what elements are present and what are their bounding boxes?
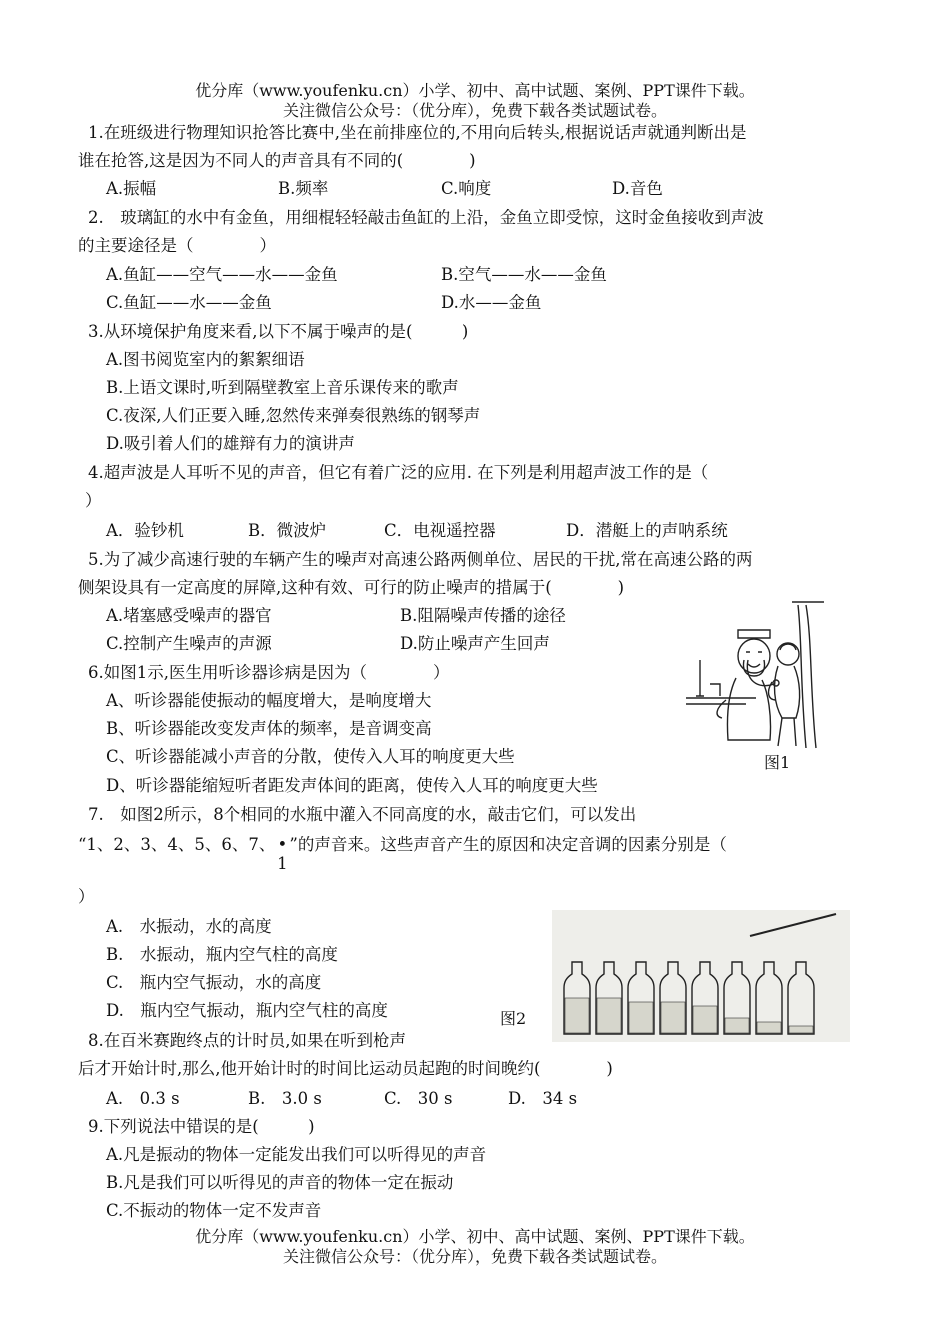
question-8-option-a: A. 0.3 s bbox=[106, 1089, 180, 1108]
question-4-option-d: D．潜艇上的声呐系统 bbox=[566, 521, 728, 540]
header-line-1: 优分库（www.youfenku.cn）小学、初中、高中试题、案例、PPT课件下载。 bbox=[195, 81, 755, 100]
question-3-option-d: D.吸引着人们的雄辩有力的演讲声 bbox=[106, 434, 355, 453]
question-7-option-d: D. 瓶内空气振动，瓶内空气柱的高度 bbox=[106, 1001, 388, 1020]
question-7-option-a: A. 水振动，水的高度 bbox=[106, 917, 272, 936]
question-1-option-b: B.频率 bbox=[278, 179, 329, 198]
question-9-option-a: A.凡是振动的物体一定能发出我们可以听得见的声音 bbox=[106, 1145, 487, 1164]
question-5-text-cont: 侧架设具有一定高度的屏障,这种有效、可行的防止噪声的措属于( ) bbox=[78, 578, 625, 597]
question-7-option-c: C. 瓶内空气振动，水的高度 bbox=[106, 973, 322, 992]
question-1-option-a: A.振幅 bbox=[106, 179, 157, 198]
question-7-notes-start: “1、2、3、4、5、6、7、 bbox=[78, 835, 276, 854]
question-8-option-d: D. 34 s bbox=[508, 1089, 578, 1108]
question-8-option-c: C. 30 s bbox=[384, 1089, 453, 1108]
figure-1-doctor-illustration bbox=[686, 600, 826, 750]
question-2-option-d: D.水——金鱼 bbox=[441, 293, 542, 312]
question-4-text: 4.超声波是人耳听不见的声音，但它有着广泛的应用. 在下列是利用超声波工作的是（ bbox=[88, 463, 709, 482]
question-2-text: 2. 玻璃缸的水中有金鱼，用细棍轻轻敲击鱼缸的上沿，金鱼立即受惊，这时金鱼接收到声波 bbox=[88, 208, 764, 227]
header-line-2: 关注微信公众号：（优分库），免费下载各类试题试卷。 bbox=[282, 101, 667, 120]
question-5-text: 5.为了减少高速行驶的车辆产生的噪声对高速公路两侧单位、居民的干扰,常在高速公路的两 bbox=[88, 550, 753, 569]
question-3-option-c: C.夜深,人们正要入睡,忽然传来弹奏很熟练的钢琴声 bbox=[106, 406, 481, 425]
question-7-text-cont bbox=[78, 834, 727, 873]
question-6-text: 6.如图1示,医生用听诊器诊病是因为（ ） bbox=[88, 663, 450, 682]
question-6-option-d: D、听诊器能缩短听者距发声体间的距离，使传入人耳的响度更大些 bbox=[106, 776, 598, 795]
footer-line-1: 优分库（www.youfenku.cn）小学、初中、高中试题、案例、PPT课件下载。 bbox=[195, 1227, 755, 1246]
question-8-text-cont: 后才开始计时,那么,他开始计时的时间比运动员起跑的时间晚约( ) bbox=[78, 1059, 613, 1078]
figure-1-label: 图1 bbox=[764, 753, 791, 772]
question-4-text-cont: ） bbox=[85, 491, 102, 510]
question-3-option-a: A.图书阅览室内的絮絮细语 bbox=[106, 350, 305, 369]
figure-2-bottles-illustration bbox=[552, 910, 850, 1042]
question-1-option-d: D.音色 bbox=[612, 179, 663, 198]
question-4-option-b: B．微波炉 bbox=[248, 521, 327, 540]
question-3-option-b: B.上语文课时,听到隔壁教室上音乐课传来的歌声 bbox=[106, 378, 459, 397]
question-7-note-dot: • bbox=[277, 835, 288, 854]
question-6-option-b: B、听诊器能改变发声体的频率，是音调变高 bbox=[106, 719, 432, 738]
question-8-option-b: B. 3.0 s bbox=[248, 1089, 322, 1108]
question-6-option-a: A、听诊器能使振动的幅度增大，是响度增大 bbox=[106, 691, 432, 710]
question-1-text-cont: 谁在抢答,这是因为不同人的声音具有不同的( ) bbox=[78, 151, 476, 170]
question-2-option-a: A.鱼缸——空气——水——金鱼 bbox=[106, 265, 338, 284]
question-4-option-a: A．验钞机 bbox=[106, 521, 184, 540]
question-1-text: 1.在班级进行物理知识抢答比赛中,坐在前排座位的,不用向后转头,根据说话声就通判断出是 bbox=[88, 123, 747, 142]
question-7-text: 7. 如图2所示，8个相同的水瓶中灌入不同高度的水，敲击它们，可以发出 bbox=[88, 805, 637, 824]
question-6-option-c: C、听诊器能减小声音的分散，使传入人耳的响度更大些 bbox=[106, 747, 515, 766]
question-9-option-b: B.凡是我们可以听得见的声音的物体一定在振动 bbox=[106, 1173, 454, 1192]
question-7-low-note bbox=[275, 834, 289, 873]
question-7-note-one: 1 bbox=[277, 854, 288, 873]
question-9-option-c: C.不振动的物体一定不发声音 bbox=[106, 1201, 322, 1220]
question-7-text-end: ） bbox=[78, 887, 95, 906]
question-7-option-b: B. 水振动，瓶内空气柱的高度 bbox=[106, 945, 338, 964]
question-5-option-b: B.阻隔噪声传播的途径 bbox=[400, 606, 566, 625]
question-2-option-b: B.空气——水——金鱼 bbox=[441, 265, 607, 284]
question-7-notes-end: ”的声音来。这些声音产生的原因和决定音调的因素分别是（ bbox=[289, 835, 727, 854]
question-2-text-cont: 的主要途径是（ ） bbox=[78, 236, 276, 255]
question-5-option-a: A.堵塞感受噪声的器官 bbox=[106, 606, 272, 625]
question-5-option-d: D.防止噪声产生回声 bbox=[400, 634, 550, 653]
question-8-text: 8.在百米赛跑终点的计时员,如果在听到枪声 bbox=[88, 1031, 406, 1050]
question-1-option-c: C.响度 bbox=[441, 179, 492, 198]
question-2-option-c: C.鱼缸——水——金鱼 bbox=[106, 293, 272, 312]
question-9-text: 9.下列说法中错误的是( ) bbox=[88, 1117, 315, 1136]
question-5-option-c: C.控制产生噪声的声源 bbox=[106, 634, 272, 653]
question-4-option-c: C．电视遥控器 bbox=[384, 521, 496, 540]
question-3-text: 3.从环境保护角度来看,以下不属于噪声的是( ) bbox=[88, 322, 469, 341]
figure-2-label: 图2 bbox=[500, 1009, 527, 1028]
footer-line-2: 关注微信公众号：（优分库），免费下载各类试题试卷。 bbox=[282, 1247, 667, 1266]
